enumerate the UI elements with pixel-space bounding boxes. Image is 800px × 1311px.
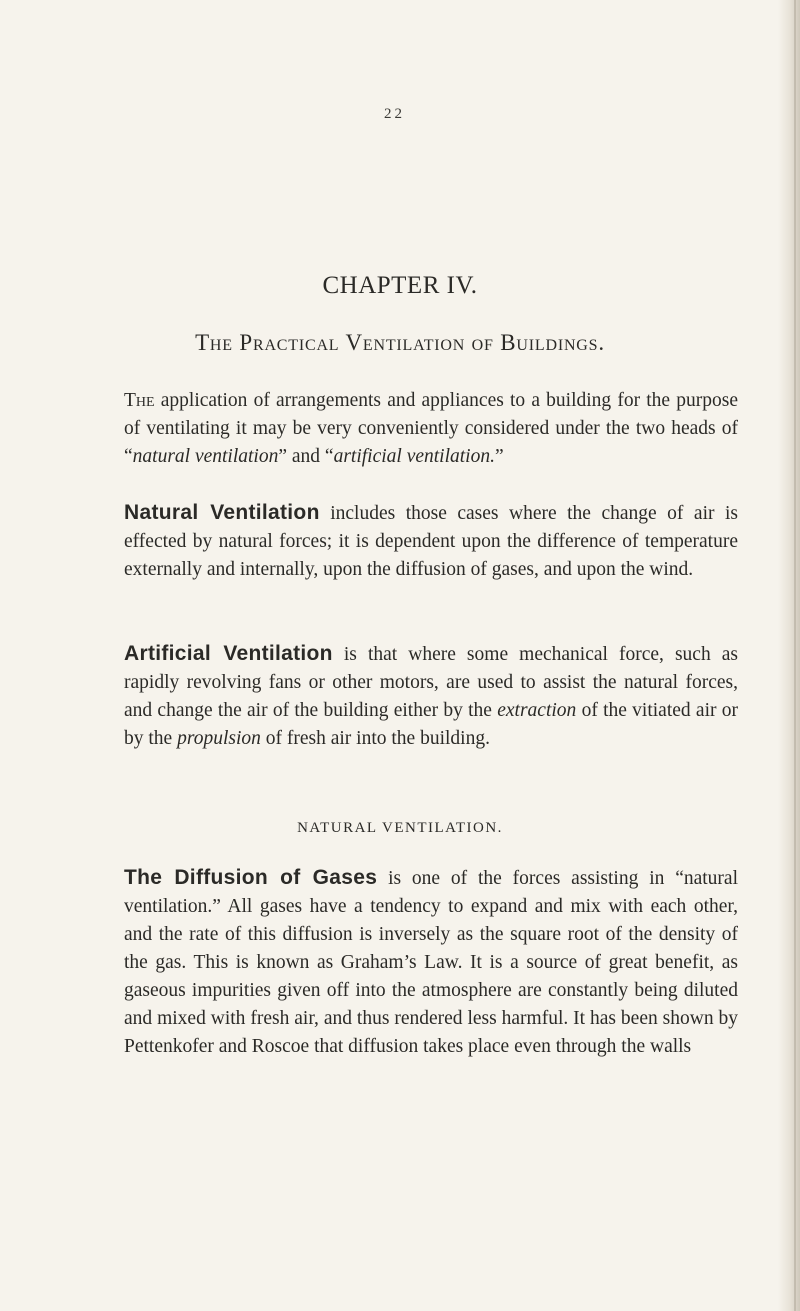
artificial-text-part3: of fresh air into the building. bbox=[260, 728, 490, 749]
natural-ventilation-text: includes those cases where the change of air is effected by natural forces; it is dependent upon the difference of temperature externally and internally, upon the diffusion of gases, and upon the wind. bbox=[124, 503, 738, 580]
diffusion-text: is one of the forces assisting in “natural ventilation.” All gases have a tendency to expand and mix with each other, and the rate of this diffusion is inversely as the square root of the density of the gas. This is known as Graham’s Law. It is a source of great benefit, as gaseous impurities given off into the atmosphere are constantly being diluted and mixed with fresh air, and thus rendered less harmful. It has been shown by Pettenkofer and Roscoe that diffusion takes place even through the walls bbox=[124, 868, 739, 1057]
intro-text-part3: ” bbox=[494, 446, 504, 467]
intro-text-part2: ” and “ bbox=[278, 446, 334, 467]
page-edge-line bbox=[794, 0, 796, 1311]
page-edge-shadow bbox=[778, 0, 800, 1311]
intro-term-natural: natural ventilation bbox=[132, 446, 279, 467]
artificial-text-part2: of the vitiated air or by the bbox=[124, 700, 738, 749]
chapter-heading: CHAPTER IV. bbox=[322, 272, 478, 299]
intro-text-part1: application of arrangements and appliances to a building for the purpose of ventilating it may be very conveniently considered under the two heads of “ bbox=[124, 390, 738, 467]
artificial-ventilation-paragraph bbox=[124, 640, 738, 753]
diffusion-heading: The Diffusion of Gases bbox=[124, 866, 378, 889]
artificial-term-extraction: extraction bbox=[497, 700, 577, 721]
intro-paragraph bbox=[124, 387, 738, 471]
intro-lead-word: The bbox=[124, 390, 155, 411]
diffusion-paragraph bbox=[124, 864, 738, 1061]
intro-term-artificial: artificial ventilation. bbox=[333, 446, 495, 467]
natural-ventilation-paragraph bbox=[124, 499, 738, 584]
artificial-text-part1: is that where some mechanical force, such as rapidly revolving fans or other motors, are used to assist the natural forces, and change the air of the building either by the bbox=[124, 644, 739, 721]
chapter-title: The Practical Ventilation of Buildings. bbox=[195, 330, 605, 355]
section-heading: NATURAL VENTILATION. bbox=[297, 820, 503, 836]
page-number: 22 bbox=[384, 106, 405, 122]
artificial-term-propulsion: propulsion bbox=[177, 728, 261, 749]
artificial-ventilation-heading: Artificial Ventilation bbox=[124, 642, 333, 665]
natural-ventilation-heading: Natural Ventilation bbox=[124, 501, 320, 524]
